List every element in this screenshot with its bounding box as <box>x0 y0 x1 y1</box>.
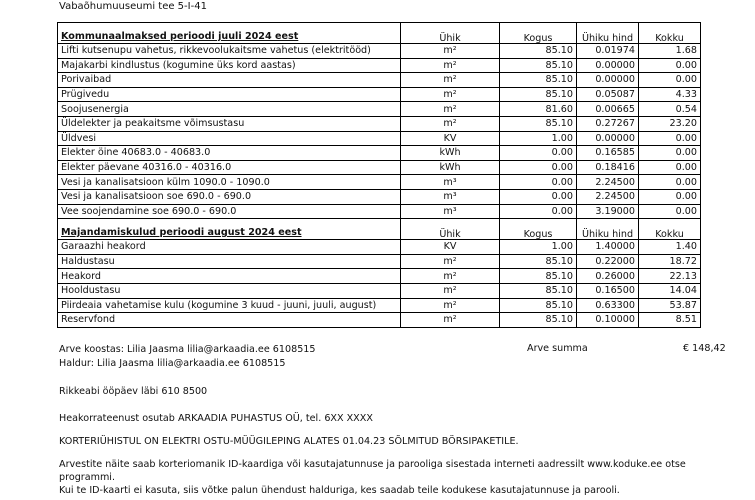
table-row <box>58 160 701 175</box>
item-qty: 85.10 <box>500 298 577 313</box>
item-price: 0.05087 <box>577 87 639 102</box>
table-row <box>58 58 701 73</box>
sum-value: € 148,42 <box>683 343 726 354</box>
item-price: 0.00000 <box>577 73 639 88</box>
item-price: 0.26000 <box>577 269 639 284</box>
cleaning-line: Heakorrateenust osutab ARKAADIA PUHASTUS OÜ, tel. 6XX XXXX <box>59 413 373 424</box>
item-price: 0.16500 <box>577 283 639 298</box>
item-price: 0.22000 <box>577 254 639 269</box>
item-price: 0.27267 <box>577 116 639 131</box>
item-unit: m³ <box>401 204 500 219</box>
table-row <box>58 44 701 59</box>
section1-title: Kommunaalmaksed perioodi juuli 2024 eest <box>58 23 401 44</box>
item-name: Lifti kutsenupu vahetus, rikkevoolukaitsme vahetus (elektritööd) <box>58 44 401 59</box>
qty-header: Kogus <box>500 23 577 44</box>
item-price: 0.16585 <box>577 146 639 161</box>
item-total: 0.54 <box>639 102 701 117</box>
item-unit: m² <box>401 313 500 328</box>
item-total: 1.68 <box>639 44 701 59</box>
item-qty: 85.10 <box>500 73 577 88</box>
price-header: Ühiku hind <box>577 23 639 44</box>
item-name: Haldustasu <box>58 254 401 269</box>
item-price: 1.40000 <box>577 240 639 255</box>
item-total: 14.04 <box>639 283 701 298</box>
item-unit: m³ <box>401 175 500 190</box>
table-row <box>58 175 701 190</box>
compiled-by: Arve koostas: Lilia Jaasma lilia@arkaadia.ee 6108515 <box>59 344 316 355</box>
item-qty: 85.10 <box>500 283 577 298</box>
table-row <box>58 146 701 161</box>
info-line-2: programmi. <box>59 472 116 483</box>
item-name: Reservfond <box>58 313 401 328</box>
item-price: 0.18416 <box>577 160 639 175</box>
sum-label: Arve summa <box>527 343 588 354</box>
item-unit: m² <box>401 102 500 117</box>
item-name: Prügivedu <box>58 87 401 102</box>
item-name: Vee soojendamine soe 690.0 - 690.0 <box>58 204 401 219</box>
item-price: 2.24500 <box>577 175 639 190</box>
item-total: 53.87 <box>639 298 701 313</box>
item-qty: 85.10 <box>500 116 577 131</box>
table-row <box>58 131 701 146</box>
item-price: 0.10000 <box>577 313 639 328</box>
item-total: 0.00 <box>639 146 701 161</box>
item-unit: KV <box>401 131 500 146</box>
item-price: 0.00000 <box>577 58 639 73</box>
info-line-3: Kui te ID-kaarti ei kasuta, siis võtke palun ühendust halduriga, kes saadab teile kodukese kasutajatunnuse ja parooli. <box>59 485 620 496</box>
item-price: 0.00000 <box>577 131 639 146</box>
price-header: Ühiku hind <box>577 219 639 240</box>
item-name: Vesi ja kanalisatsioon külm 1090.0 - 1090.0 <box>58 175 401 190</box>
item-unit: kWh <box>401 146 500 161</box>
item-qty: 1.00 <box>500 131 577 146</box>
section2-header <box>58 219 701 240</box>
table-row <box>58 204 701 219</box>
item-unit: m² <box>401 44 500 59</box>
item-name: Garaazhi heakord <box>58 240 401 255</box>
unit-header: Ühik <box>401 219 500 240</box>
item-total: 18.72 <box>639 254 701 269</box>
item-total: 22.13 <box>639 269 701 284</box>
item-name: Soojusenergia <box>58 102 401 117</box>
qty-header: Kogus <box>500 219 577 240</box>
item-total: 0.00 <box>639 189 701 204</box>
section2-body <box>58 219 701 328</box>
item-qty: 0.00 <box>500 175 577 190</box>
unit-header: Ühik <box>401 23 500 44</box>
item-total: 0.00 <box>639 73 701 88</box>
item-name: Vesi ja kanalisatsioon soe 690.0 - 690.0 <box>58 189 401 204</box>
item-name: Hooldustasu <box>58 283 401 298</box>
item-total: 1.40 <box>639 240 701 255</box>
total-header: Kokku <box>639 219 701 240</box>
table-row <box>58 240 701 255</box>
table-row <box>58 73 701 88</box>
table-row <box>58 313 701 328</box>
item-qty: 1.00 <box>500 240 577 255</box>
item-total: 0.00 <box>639 58 701 73</box>
item-unit: kWh <box>401 160 500 175</box>
info-line-1: Arvestite näite saab korteriomanik ID-kaardiga või kasutajatunnuse ja parooliga sisestada interneti aadressilt www.koduke.ee otse <box>59 459 686 470</box>
item-total: 0.00 <box>639 160 701 175</box>
item-qty: 0.00 <box>500 160 577 175</box>
emergency-line: Rikkeabi ööpäev läbi 610 8500 <box>59 386 208 397</box>
item-qty: 85.10 <box>500 269 577 284</box>
table-row <box>58 254 701 269</box>
item-name: Porivaibad <box>58 73 401 88</box>
item-total: 0.00 <box>639 131 701 146</box>
item-unit: m³ <box>401 189 500 204</box>
total-header: Kokku <box>639 23 701 44</box>
item-unit: m² <box>401 283 500 298</box>
table-row <box>58 189 701 204</box>
item-qty: 85.10 <box>500 254 577 269</box>
item-qty: 85.10 <box>500 44 577 59</box>
item-unit: m² <box>401 254 500 269</box>
item-price: 0.63300 <box>577 298 639 313</box>
section1-header <box>58 23 701 44</box>
item-unit: m² <box>401 116 500 131</box>
section2-title: Majandamiskulud perioodi august 2024 eest <box>58 219 401 240</box>
item-name: Üldelekter ja peakaitsme võimsustasu <box>58 116 401 131</box>
table-row <box>58 87 701 102</box>
item-total: 23.20 <box>639 116 701 131</box>
item-unit: m² <box>401 87 500 102</box>
item-qty: 85.10 <box>500 87 577 102</box>
item-price: 0.01974 <box>577 44 639 59</box>
manager: Haldur: Lilia Jaasma lilia@arkaadia.ee 6108515 <box>59 358 286 369</box>
table-row <box>58 283 701 298</box>
table-row <box>58 116 701 131</box>
item-total: 0.00 <box>639 204 701 219</box>
item-unit: m² <box>401 58 500 73</box>
bill-table <box>57 22 701 328</box>
item-name: Elekter päevane 40316.0 - 40316.0 <box>58 160 401 175</box>
item-unit: m² <box>401 298 500 313</box>
item-total: 4.33 <box>639 87 701 102</box>
item-qty: 85.10 <box>500 313 577 328</box>
item-name: Majakarbi kindlustus (kogumine üks kord aastas) <box>58 58 401 73</box>
table-row <box>58 298 701 313</box>
item-total: 8.51 <box>639 313 701 328</box>
table-row <box>58 269 701 284</box>
electricity-notice: KORTERIÜHISTUL ON ELEKTRI OSTU-MÜÜGILEPING ALATES 01.04.23 SÕLMITUD BÖRSIPAKETILE. <box>59 436 519 447</box>
item-price: 0.00665 <box>577 102 639 117</box>
address: Vabaõhumuuseumi tee 5-I-41 <box>59 1 207 12</box>
item-unit: m² <box>401 73 500 88</box>
item-qty: 0.00 <box>500 146 577 161</box>
item-name: Heakord <box>58 269 401 284</box>
item-qty: 81.60 <box>500 102 577 117</box>
item-name: Piirdeaia vahetamise kulu (kogumine 3 kuud - juuni, juuli, august) <box>58 298 401 313</box>
item-unit: KV <box>401 240 500 255</box>
section1-body <box>58 23 701 219</box>
item-qty: 0.00 <box>500 189 577 204</box>
item-price: 3.19000 <box>577 204 639 219</box>
table-row <box>58 102 701 117</box>
item-total: 0.00 <box>639 175 701 190</box>
item-unit: m² <box>401 269 500 284</box>
item-name: Elekter öine 40683.0 - 40683.0 <box>58 146 401 161</box>
item-qty: 85.10 <box>500 58 577 73</box>
item-name: Üldvesi <box>58 131 401 146</box>
item-price: 2.24500 <box>577 189 639 204</box>
item-qty: 0.00 <box>500 204 577 219</box>
